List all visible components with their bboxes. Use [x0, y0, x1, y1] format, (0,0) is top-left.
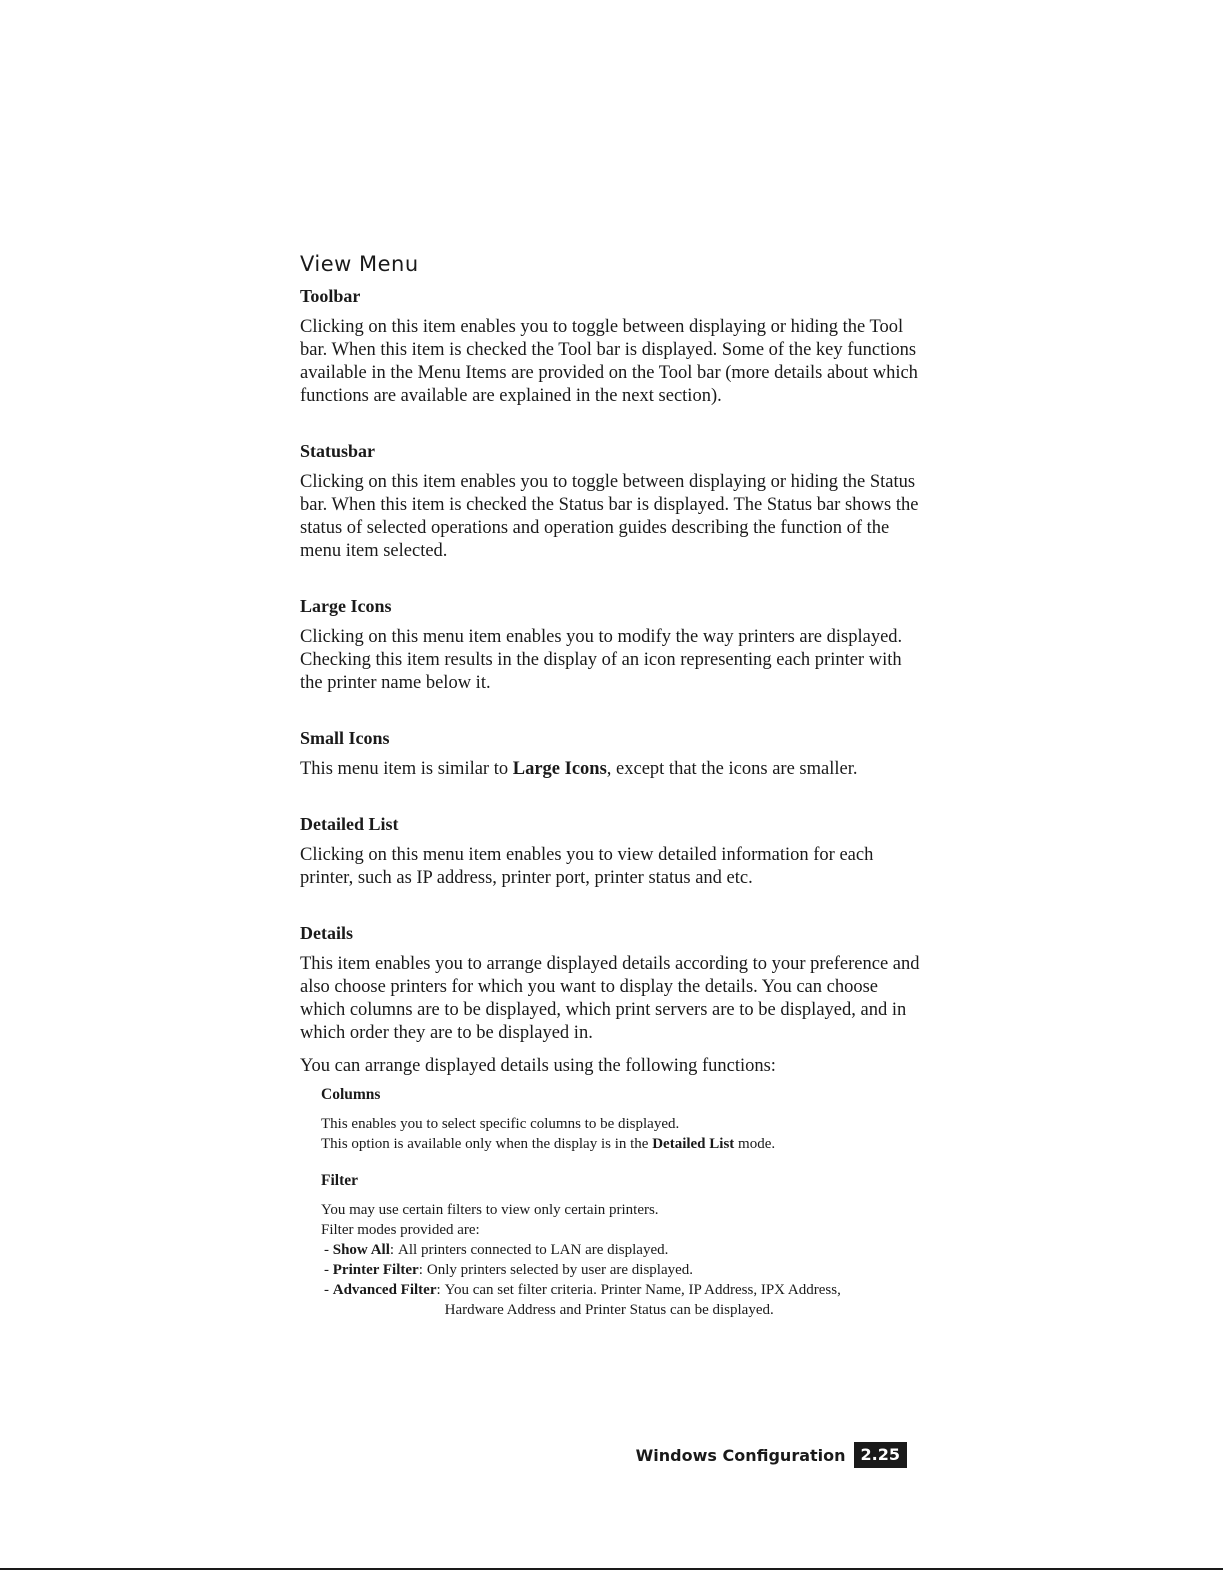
filter-line-1: You may use certain filters to view only certain printers.: [321, 1202, 659, 1218]
small-icons-description: [300, 758, 920, 781]
mode-separator: :: [436, 1282, 441, 1298]
mode-separator: :: [418, 1262, 423, 1278]
small-icons-text-end: , except that the icons are smaller.: [606, 759, 858, 779]
section-title: View Menu: [300, 252, 419, 276]
mode-prefix: -: [324, 1242, 333, 1258]
columns-function: [321, 1086, 920, 1154]
mode-name: Printer Filter: [332, 1262, 419, 1278]
mode-prefix: -: [324, 1282, 333, 1298]
details-section: [300, 923, 920, 1045]
detailed-list-description: Clicking on this menu item enables you to view detailed information for each printer, such as IP address, printer port, printer status and etc.: [300, 845, 874, 888]
page-footer: [636, 1442, 907, 1468]
small-icons-section: [300, 728, 920, 781]
arrange-intro: You can arrange displayed details using the following functions:: [300, 1056, 776, 1076]
large-icons-reference: Large Icons: [512, 759, 607, 779]
mode-prefix: -: [324, 1262, 333, 1278]
statusbar-heading: Statusbar: [300, 441, 376, 461]
filter-mode-printer-filter: [324, 1260, 920, 1280]
filter-mode-text: You can set filter criteria. Printer Name, IP Address, IPX Address, Hardware Address and Printer Status can be displayed.: [444, 1282, 841, 1318]
chapter-title: Windows Configuration: [635, 1445, 846, 1465]
toolbar-section: [300, 286, 920, 408]
small-icons-text-start: This menu item is similar to: [300, 759, 513, 779]
toolbar-heading: Toolbar: [300, 286, 361, 306]
columns-line-2-end: mode.: [734, 1136, 776, 1152]
filter-mode-label: [324, 1280, 445, 1320]
filter-mode-text: All printers connected to LAN are displayed.: [398, 1242, 669, 1258]
functions-list: [321, 1086, 920, 1320]
filter-mode-label: [324, 1260, 427, 1280]
detailed-list-section: [300, 814, 920, 890]
statusbar-section: [300, 441, 920, 563]
mode-name: Advanced Filter: [332, 1282, 437, 1298]
page-number-badge: 2.25: [854, 1442, 907, 1468]
statusbar-description: Clicking on this item enables you to toggle between displaying or hiding the Status bar. When this item is checked the Status bar is displayed. The Status bar shows the status of selected operations and operation guides describing the function of the menu item selected.: [300, 472, 919, 561]
columns-line-2-start: This option is available only when the display is in the: [321, 1136, 653, 1152]
filter-function: [321, 1172, 920, 1320]
details-heading: Details: [300, 923, 353, 943]
columns-line-2: [321, 1134, 920, 1154]
large-icons-section: [300, 596, 920, 695]
page-content: [300, 252, 920, 1338]
small-icons-heading: Small Icons: [300, 728, 390, 748]
filter-heading: Filter: [321, 1172, 359, 1189]
details-description: This item enables you to arrange displayed details according to your preference and also choose printers for which you want to display the details. You can choose which columns are to be displayed, which print servers are to be displayed, and in which order they are to be displayed in.: [300, 954, 920, 1043]
filter-mode-text: Only printers selected by user are displayed.: [426, 1262, 694, 1278]
columns-line-1: This enables you to select specific columns to be displayed.: [321, 1116, 680, 1132]
detailed-list-reference: Detailed List: [652, 1136, 735, 1152]
large-icons-description: Clicking on this menu item enables you to modify the way printers are displayed. Checking this item results in the display of an icon representing each printer with the printer name below it.: [300, 627, 903, 693]
bottom-edge-rule: [0, 1568, 1223, 1570]
filter-mode-show-all: [324, 1240, 920, 1260]
mode-name: Show All: [332, 1242, 390, 1258]
detailed-list-heading: Detailed List: [300, 814, 399, 834]
toolbar-description: Clicking on this item enables you to toggle between displaying or hiding the Tool bar. When this item is checked the Tool bar is displayed. Some of the key functions available in the Menu Items are provided on the Tool bar (more details about which functions are available are explained in the next section).: [300, 317, 918, 406]
filter-line-2: Filter modes provided are:: [321, 1222, 480, 1238]
filter-mode-advanced-filter: [324, 1280, 920, 1320]
large-icons-heading: Large Icons: [300, 596, 392, 616]
mode-separator: :: [389, 1242, 395, 1258]
columns-heading: Columns: [321, 1086, 381, 1103]
filter-mode-label: [324, 1240, 398, 1260]
